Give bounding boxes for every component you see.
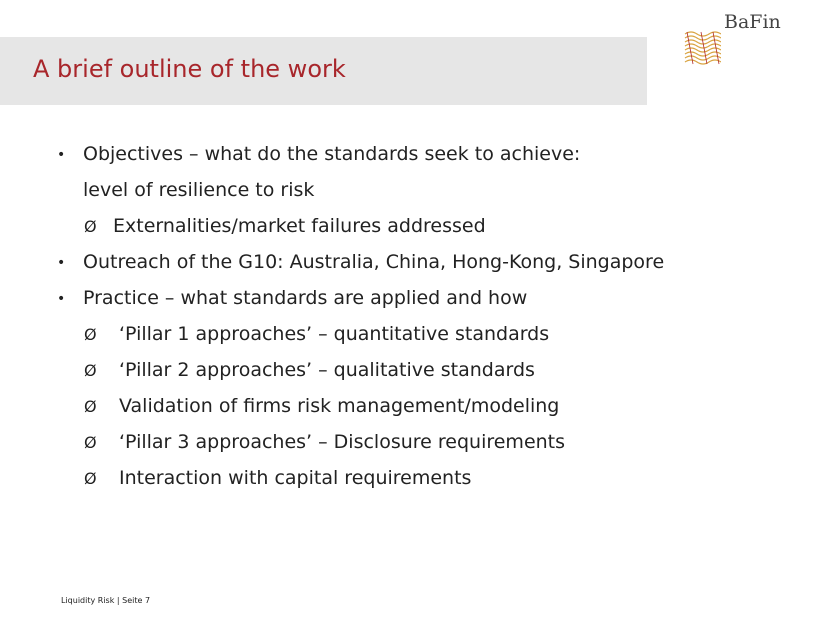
slide-title: A brief outline of the work <box>33 55 346 83</box>
bullet-practice: Practice – what standards are applied and how <box>83 287 528 309</box>
subitem-capital-interaction: Interaction with capital requirements <box>119 467 472 489</box>
subitem-pillar-2: ‘Pillar 2 approaches’ – qualitative standards <box>119 359 535 381</box>
arrow-marker: Ø <box>84 433 97 452</box>
bullet-outreach: Outreach of the G10: Australia, China, Hong-Kong, Singapore <box>83 251 665 273</box>
slide-footer: Liquidity Risk | Seite 7 <box>61 596 151 605</box>
arrow-marker: Ø <box>84 469 97 488</box>
arrow-marker: Ø <box>84 217 97 236</box>
arrow-marker: Ø <box>84 397 97 416</box>
bullet-objectives-continuation: level of resilience to risk <box>83 179 315 201</box>
arrow-marker: Ø <box>84 361 97 380</box>
subitem-externalities: Externalities/market failures addressed <box>113 215 486 237</box>
subitem-pillar-1: ‘Pillar 1 approaches’ – quantitative standards <box>119 323 550 345</box>
bullet-marker: • <box>57 147 66 163</box>
subitem-pillar-3: ‘Pillar 3 approaches’ – Disclosure requirements <box>119 431 566 453</box>
bullet-objectives: Objectives – what do the standards seek to achieve: <box>83 143 581 165</box>
bullet-marker: • <box>57 255 66 271</box>
arrow-marker: Ø <box>84 325 97 344</box>
subitem-validation: Validation of firms risk management/modeling <box>119 395 560 417</box>
logo-text: BaFin <box>724 11 781 33</box>
bafin-logo-icon <box>683 30 721 66</box>
bullet-marker: • <box>57 291 66 307</box>
